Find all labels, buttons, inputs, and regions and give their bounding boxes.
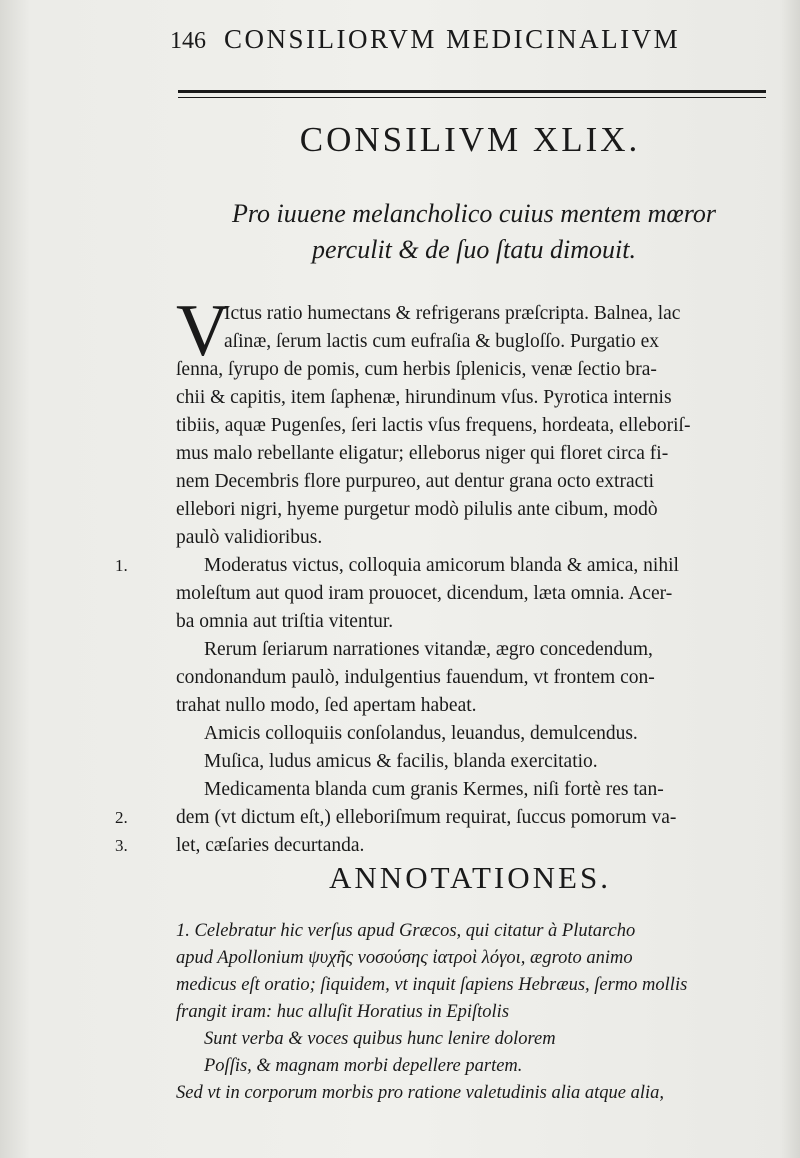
header-rule-thin	[178, 97, 766, 98]
body-line: Moderatus victus, colloquia amicorum blanda & amica, nihil	[204, 555, 679, 576]
annotation-line: frangit iram: huc alluſit Horatius in Epiſtolis	[176, 1002, 510, 1022]
annotation-line: Sed vt in corporum morbis pro ratione valetudinis alia atque alia,	[176, 1083, 664, 1103]
header-rule-thick	[178, 90, 766, 93]
margin-note: 1.	[115, 556, 128, 575]
page-number: 146	[170, 28, 206, 54]
body-line: moleſtum aut quod iram prouocet, dicendum, læta omnia. Acer-	[176, 583, 673, 604]
body-line: Amicis colloquiis conſolandus, leuandus, demulcendus.	[204, 723, 638, 744]
page-header	[170, 24, 760, 64]
annotations-text	[176, 918, 776, 1107]
body-line: chii & capitis, item ſaphenæ, hirundinum vſus. Pyrotica internis	[176, 387, 672, 408]
subtitle-line: perculit & de ſuo ſtatu dimouit.	[311, 235, 636, 264]
body-line: condonandum paulò, indulgentius fauendum, vt frontem con-	[176, 667, 655, 688]
drop-cap: V	[176, 290, 230, 372]
body-line: ba omnia aut triſtia vitentur.	[176, 611, 394, 632]
body-line: dem (vt dictum eſt,) elleboriſmum requirat, ſuccus pomorum va-	[176, 807, 677, 828]
running-title: CONSILIORVM MEDICINALIVM	[224, 24, 681, 54]
consilium-subtitle	[174, 196, 774, 268]
annotation-line: apud Apollonium ψυχῆς νοσούσης ἰατροὶ λόγοι, ægroto animo	[176, 948, 633, 968]
margin-note: 2.	[115, 808, 128, 827]
annotations-heading: ANNOTATIONES.	[329, 860, 611, 895]
body-text	[176, 300, 776, 860]
subtitle-line: Pro iuuene melancholico cuius mentem mœror	[231, 199, 717, 228]
body-line: nem Decembris flore purpureo, aut dentur grana octo extracti	[176, 471, 655, 492]
body-line: ellebori nigri, hyeme purgetur modò pilulis ante cibum, modò	[176, 499, 658, 520]
annotation-line: Poſſis, & magnam morbi depellere partem.	[204, 1056, 523, 1076]
body-line: ſenna, ſyrupo de pomis, cum herbis ſplenicis, venæ ſectio bra-	[176, 359, 657, 380]
body-line: tibiis, aquæ Pugenſes, ſeri lactis vſus frequens, hordeata, elleboriſ-	[176, 415, 691, 436]
annotation-line: medicus eſt oratio; ſiquidem, vt inquit ſapiens Hebræus, ſermo mollis	[176, 975, 688, 995]
body-line: paulò validioribus.	[176, 527, 323, 548]
annotation-line: 1. Celebratur hic verſus apud Græcos, qui citatur à Plutarcho	[176, 921, 636, 941]
body-line: Rerum ſeriarum narrationes vitandæ, ægro concedendum,	[204, 639, 653, 660]
body-line: trahat nullo modo, ſed apertam habeat.	[176, 695, 477, 716]
margin-note: 3.	[115, 836, 128, 855]
consilium-title: CONSILIVM XLIX.	[299, 120, 641, 159]
body-line: Muſica, ludus amicus & facilis, blanda exercitatio.	[204, 751, 598, 772]
body-line: Medicamenta blanda cum granis Kermes, niſi fortè res tan-	[204, 779, 664, 800]
body-line: aſinæ, ſerum lactis cum eufraſia & bugloſſo. Purgatio ex	[224, 331, 660, 352]
body-line: Ictus ratio humectans & refrigerans præſcripta. Balnea, lac	[224, 303, 681, 324]
body-line: mus malo rebellante eligatur; elleborus niger qui floret circa fi-	[176, 443, 669, 464]
body-line: let, cæſaries decurtanda.	[176, 835, 365, 856]
annotation-line: Sunt verba & voces quibus hunc lenire dolorem	[204, 1029, 556, 1049]
